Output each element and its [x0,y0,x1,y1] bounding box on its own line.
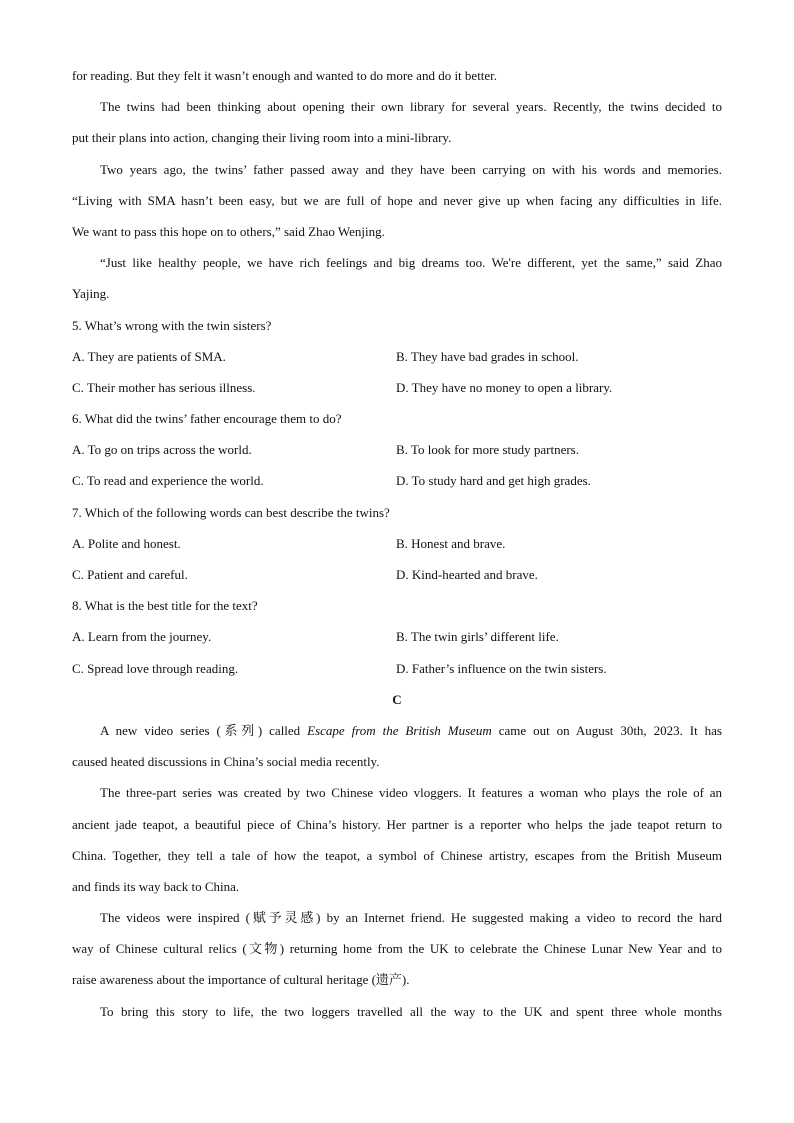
option-b: B. Honest and brave. [396,535,506,551]
paragraph-line: The videos were inspired (赋予灵感) by an Internet friend. He suggested making a video to record the hard [100,910,722,926]
paragraph-line: To bring this story to life, the two loggers travelled all the way to the UK and spent three whole months [100,1003,722,1019]
option-a: A. They are patients of SMA. [72,348,226,364]
paragraph-line: We want to pass this hope on to others,” said Zhao Wenjing. [72,223,385,239]
paragraph-line: put their plans into action, changing their living room into a mini-library. [72,130,452,146]
option-row [72,653,722,684]
option-row [72,528,722,559]
option-d: D. To study hard and get high grades. [396,473,591,489]
option-row [72,434,722,465]
option-a: A. Learn from the journey. [72,629,212,645]
paragraph-line: “Just like healthy people, we have rich feelings and big dreams too. We're different, yet the same,” said Zhao [100,255,722,271]
question-stem: 6. What did the twins’ father encourage them to do? [72,411,342,427]
option-c: C. To read and experience the world. [72,473,264,489]
option-d: D. Kind-hearted and brave. [396,567,538,582]
option-b: B. They have bad grades in school. [396,348,579,364]
paragraph-line: and finds its way back to China. [72,878,240,894]
paragraph-line: for reading. But they felt it wasn’t enough and wanted to do more and do it better. [72,68,498,83]
paragraph-line: China. Together, they tell a tale of how the teapot, a symbol of Chinese artistry, escapes from the British Museum [72,847,722,863]
option-c: C. Spread love through reading. [72,660,239,676]
option-row [72,465,722,496]
paragraph-line: The three-part series was created by two Chinese video vloggers. It features a woman who plays the role of an [100,785,722,801]
option-b: B. To look for more study partners. [396,442,579,458]
option-row [72,559,722,590]
option-b: B. The twin girls’ different life. [396,629,559,645]
option-c: C. Patient and careful. [72,567,188,582]
paragraph-line [72,715,722,746]
option-row [72,621,722,652]
option-d: D. They have no money to open a library. [396,379,613,395]
paragraph-line: caused heated discussions in China’s social media recently. [72,754,380,770]
video-title: Escape from the British Museum [307,722,492,738]
paragraph-line: ancient jade teapot, a beautiful piece of China’s history. Her partner is a reporter who helps the jade teapot return to [72,816,722,832]
paragraph-line: raise awareness about the importance of cultural heritage (遗产). [72,972,410,988]
option-d: D. Father’s influence on the twin sisters. [396,660,607,676]
exam-page [72,60,722,1027]
paragraph-line: way of Chinese cultural relics (文物) returning home from the UK to celebrate the Chinese Lunar New Year and to [72,941,722,957]
question-stem: 7. Which of the following words can best describe the twins? [72,504,390,520]
paragraph-line: The twins had been thinking about opening their own library for several years. Recently, the twins decided to [100,99,722,115]
text-span: A new video series (系列) called [100,722,308,738]
option-row [72,341,722,372]
option-c: C. Their mother has serious illness. [72,379,256,395]
text-span: came out on August 30th, 2023. It has [491,722,722,738]
paragraph-line: “Living with SMA hasn’t been easy, but we are full of hope and never give up when facing any difficulties in life. [72,192,722,208]
question-stem: 5. What’s wrong with the twin sisters? [72,317,272,333]
paragraph-line: Yajing. [72,286,110,302]
option-a: A. Polite and honest. [72,535,181,551]
option-a: A. To go on trips across the world. [72,442,252,458]
option-row [72,372,722,403]
section-heading: C [392,691,402,707]
paragraph-line: Two years ago, the twins’ father passed away and they have been carrying on with his words and memories. [100,161,722,177]
question-stem: 8. What is the best title for the text? [72,598,258,614]
